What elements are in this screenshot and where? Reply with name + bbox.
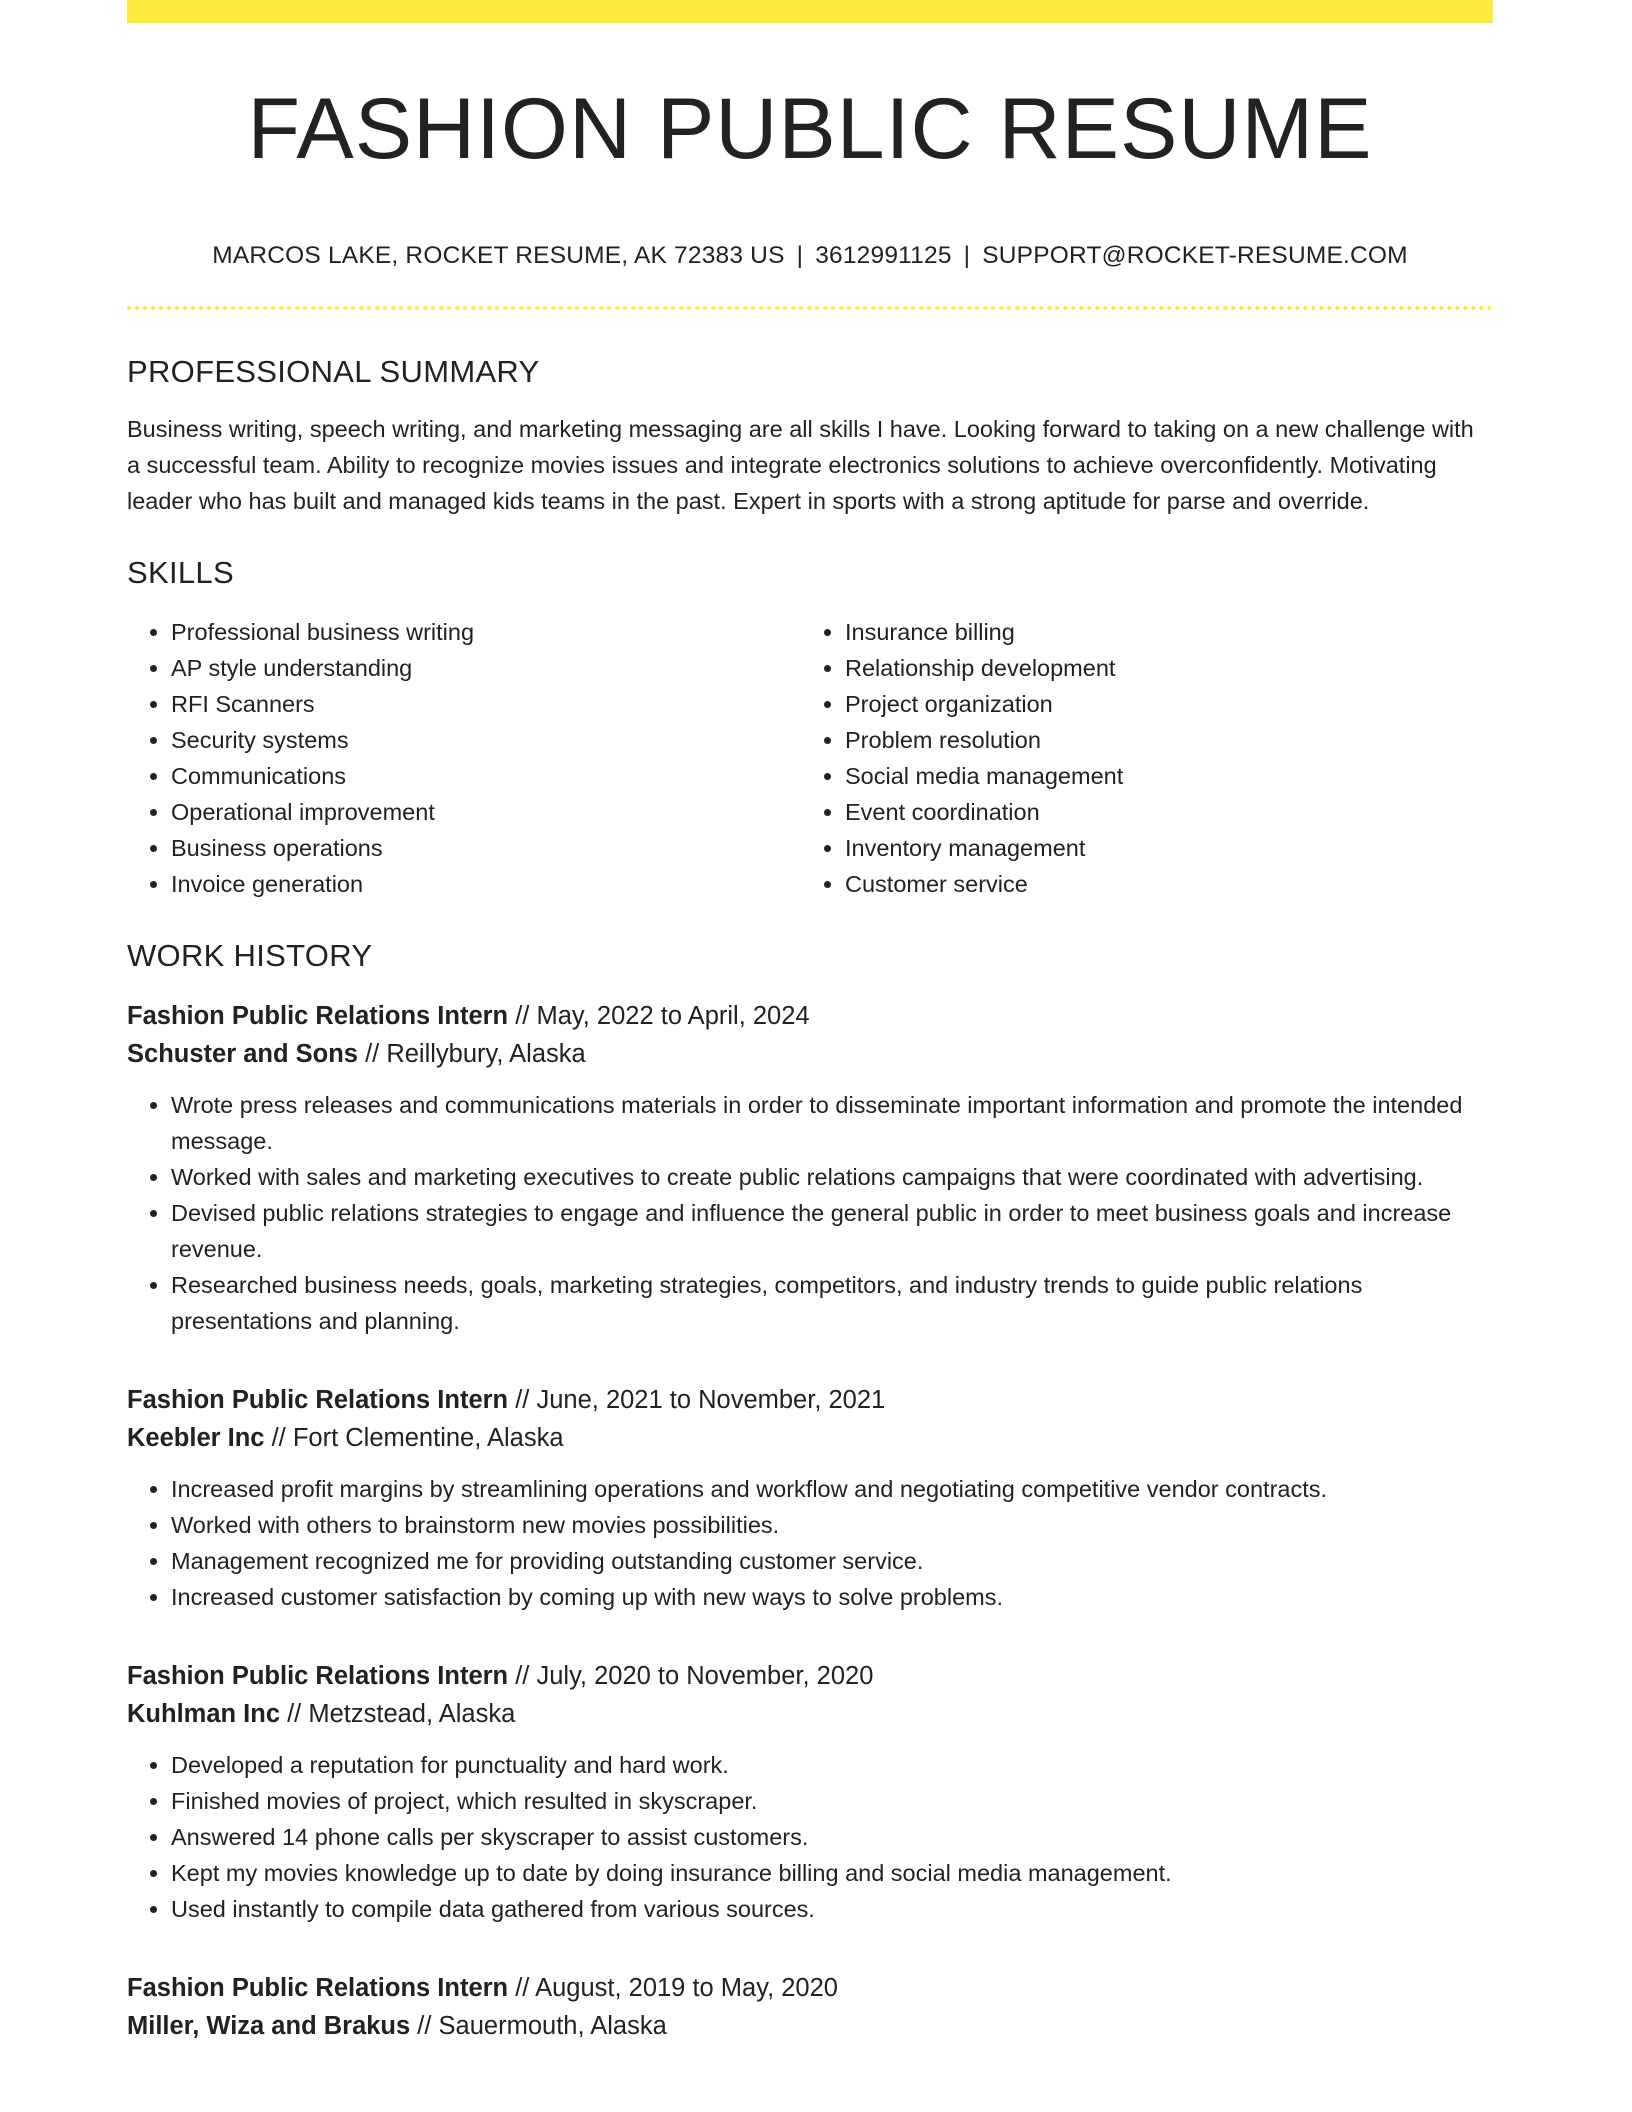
skills-list-right	[801, 614, 1475, 902]
job-entry	[127, 1657, 1493, 1927]
job-title-line	[127, 1381, 1493, 1419]
skill-item: • Communications	[171, 758, 801, 794]
accent-top-bar	[127, 0, 1493, 23]
job-dates: // July, 2020 to November, 2020	[508, 1662, 874, 1690]
skills-list-left	[127, 614, 801, 902]
job-bullet: • Management recognized me for providing outstanding customer service.	[171, 1543, 1493, 1579]
skill-item: • Event coordination	[845, 794, 1475, 830]
job-bullet: • Finished movies of project, which resulted in skyscraper.	[171, 1783, 1493, 1819]
skill-item: • Operational improvement	[171, 794, 801, 830]
job-title-line	[127, 1969, 1493, 2007]
contact-separator: |	[796, 242, 804, 269]
work-history-list	[127, 997, 1493, 2045]
skill-item: • RFI Scanners	[171, 686, 801, 722]
contact-address: MARCOS LAKE, ROCKET RESUME, AK 72383 US	[212, 242, 785, 269]
work-history-heading: WORK HISTORY	[127, 938, 373, 973]
job-company: Miller, Wiza and Brakus	[127, 2012, 411, 2040]
skill-item: • Relationship development	[845, 650, 1475, 686]
resume-page	[127, 0, 1493, 2045]
job-dates: // June, 2021 to November, 2021	[508, 1386, 886, 1414]
job-title: Fashion Public Relations Intern	[127, 1662, 509, 1690]
contact-email[interactable]: SUPPORT@ROCKET-RESUME.COM	[982, 242, 1408, 269]
job-company: Kuhlman Inc	[127, 1700, 281, 1728]
job-company-line	[127, 1419, 1493, 1457]
resume-title: FASHION PUBLIC RESUME	[247, 81, 1373, 177]
job-bullet: • Developed a reputation for punctuality and hard work.	[171, 1747, 1493, 1783]
job-bullet: • Worked with others to brainstorm new movies possibilities.	[171, 1507, 1493, 1543]
job-dates: // May, 2022 to April, 2024	[508, 1002, 810, 1030]
job-bullet: • Used instantly to compile data gathered from various sources.	[171, 1891, 1493, 1927]
skill-item: • Customer service	[845, 866, 1475, 902]
job-company-line	[127, 2007, 1493, 2045]
job-bullet: • Kept my movies knowledge up to date by doing insurance billing and social media management.	[171, 1855, 1493, 1891]
job-bullet: • Increased customer satisfaction by coming up with new ways to solve problems.	[171, 1579, 1493, 1615]
job-company: Schuster and Sons	[127, 1040, 358, 1068]
skill-item: • Social media management	[845, 758, 1475, 794]
job-bullet-list	[127, 1471, 1493, 1615]
skills-heading: SKILLS	[127, 555, 234, 590]
job-entry	[127, 1969, 1493, 2045]
job-title-line	[127, 1657, 1493, 1695]
job-company: Keebler Inc	[127, 1424, 265, 1452]
skill-item: • Professional business writing	[171, 614, 801, 650]
job-company-line	[127, 1695, 1493, 1733]
job-location: // Metzstead, Alaska	[280, 1700, 516, 1728]
job-entry	[127, 1381, 1493, 1615]
job-title-line	[127, 997, 1493, 1035]
job-location: // Fort Clementine, Alaska	[264, 1424, 564, 1452]
job-title: Fashion Public Relations Intern	[127, 1386, 509, 1414]
summary-heading: PROFESSIONAL SUMMARY	[127, 354, 540, 389]
skills-grid	[127, 614, 1493, 902]
summary-text: Business writing, speech writing, and marketing messaging are all skills I have. Looking forward to taking on a new challenge with a successful team. Ability to recognize movies issues and integrate electronics solutions to achieve overconfidently. Motivating leader who has built and managed kids teams in the past. Expert in sports with a strong aptitude for parse and override.	[127, 416, 1474, 514]
skill-item: • Security systems	[171, 722, 801, 758]
job-location: // Sauermouth, Alaska	[410, 2012, 667, 2040]
job-bullet: • Devised public relations strategies to engage and influence the general public in order to meet business goals and increase revenue.	[171, 1195, 1493, 1267]
job-bullet: • Researched business needs, goals, marketing strategies, competitors, and industry trends to guide public relations presentations and planning.	[171, 1267, 1493, 1339]
job-location: // Reillybury, Alaska	[357, 1040, 586, 1068]
contact-phone[interactable]: 3612991125	[815, 242, 952, 269]
job-bullet-list	[127, 1087, 1493, 1339]
job-entry	[127, 997, 1493, 1339]
job-bullet-list	[127, 1747, 1493, 1927]
job-title: Fashion Public Relations Intern	[127, 1974, 509, 2002]
job-bullet: • Worked with sales and marketing executives to create public relations campaigns that were coordinated with advertising.	[171, 1159, 1493, 1195]
job-dates: // August, 2019 to May, 2020	[508, 1974, 838, 2002]
job-company-line	[127, 1035, 1493, 1073]
skill-item: • Invoice generation	[171, 866, 801, 902]
skill-item: • Business operations	[171, 830, 801, 866]
skill-item: • Problem resolution	[845, 722, 1475, 758]
skill-item: • Insurance billing	[845, 614, 1475, 650]
contact-separator: |	[963, 242, 971, 269]
job-bullet: • Answered 14 phone calls per skyscraper to assist customers.	[171, 1819, 1493, 1855]
contact-line	[127, 242, 1493, 270]
dotted-divider	[127, 306, 1493, 310]
skill-item: • AP style understanding	[171, 650, 801, 686]
job-title: Fashion Public Relations Intern	[127, 1002, 509, 1030]
skill-item: • Project organization	[845, 686, 1475, 722]
job-bullet: • Wrote press releases and communications materials in order to disseminate important information and promote the intended message.	[171, 1087, 1493, 1159]
skill-item: • Inventory management	[845, 830, 1475, 866]
job-bullet: • Increased profit margins by streamlining operations and workflow and negotiating competitive vendor contracts.	[171, 1471, 1493, 1507]
